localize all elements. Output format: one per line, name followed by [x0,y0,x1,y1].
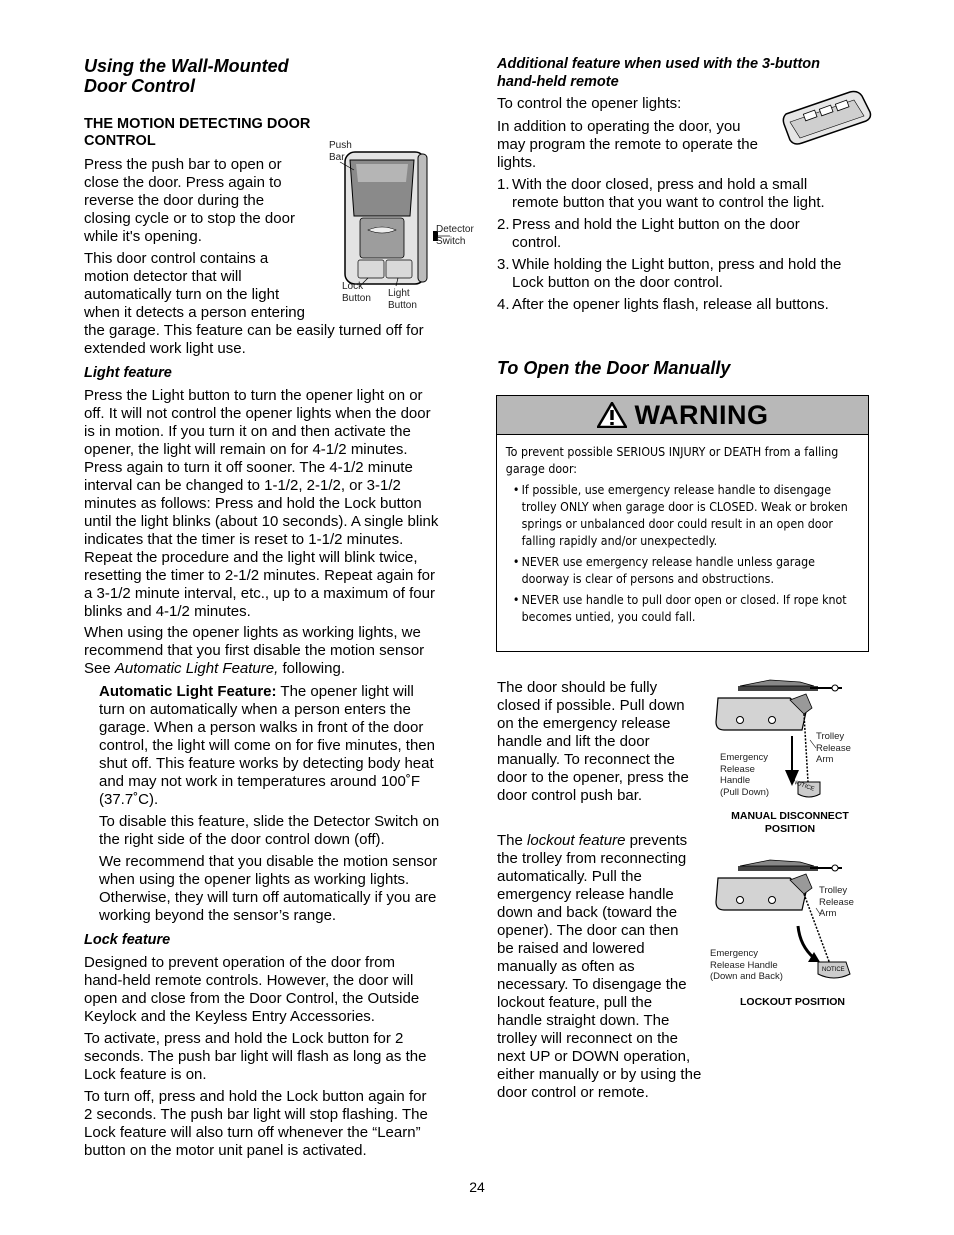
text-line: While holding the Light button, press and hold the [512,256,842,273]
text-line: and may not work in temperatures around 100˚F [99,773,420,790]
text-line: is in motion. If you turn it on and then activate the [84,423,411,440]
text-line: Lock feature will also turn off whenever the “Learn” [84,1124,421,1141]
manual-para2 [497,832,717,1102]
step-number: 2. [497,216,510,233]
lock-feature-para3 [84,1088,464,1160]
step-number: 4. [497,296,510,313]
label-line: Button [342,292,371,304]
text-line: automatically. Pull the [497,868,642,885]
text-line [99,683,464,701]
text-line: on the emergency release [497,715,671,732]
fig2-caption: LOCKOUT POSITION [740,996,845,1008]
text-line: emergency release handle [497,886,674,903]
light-feature-para2 [84,624,464,678]
text-line: Keylock and the Keyless Entry Accessories. [84,1008,375,1025]
text-line: control. [512,234,562,251]
text-line: when using the opener lights as working lights. [99,871,410,888]
text-line: while it's opening. [84,228,202,245]
step-item [497,176,867,212]
label-line: Bar [329,151,345,163]
text-line [497,832,717,850]
text-line: Lock feature is on. [84,1066,207,1083]
text-rest: The opener light will [276,683,414,700]
fig1-notice-tag: NOTICE [791,779,816,793]
lock-feature-para2 [84,1030,464,1084]
fig2-notice-tag: NOTICE [822,967,845,973]
text-line: seconds. The push bar light will flash as long as the [84,1048,427,1065]
text-line: shut off. This feature works by detecting body heat [99,755,434,772]
step-item [497,296,867,314]
text-line: When using the opener lights as working lights, we [84,624,421,641]
warning-body [497,435,862,625]
text-line: opener, the light will remain on for 4-1/2 minutes. [84,441,408,458]
text-line: handle straight down. The [497,1012,670,1029]
label-line: Release [720,763,755,775]
warning-intro: To prevent possible SERIOUS INJURY or DEATH from a falling garage door: [505,444,839,476]
manual-title: To Open the Door Manually [497,358,731,378]
text-line: recommend that you first disable the motion sensor [84,642,425,659]
warning-bullet: • If possible, use emergency release handle to disengage trolley ONLY when garage door is CLOSED. Weak or broken springs or unbalanced door could result in an open door falling rapidly and/or unexpectedly. [506,481,854,549]
text-line [84,660,464,678]
fig2-trolley-label [819,885,854,920]
text-end: following. [278,660,345,677]
section-title [84,56,289,96]
warning-bullet: • NEVER use handle to pull door open or closed. If rope knot becomes untied, you could fall. [506,591,854,625]
text-line: This door control contains a [84,250,269,267]
text-line: To activate, press and hold the Lock button for 2 [84,1030,404,1047]
label-line: Lock [342,281,364,292]
push-bar-label [329,140,352,163]
text-line: blinks and 4-1/2 minutes. [84,603,251,620]
text-line: Press the Light button to turn the opener light on or [84,387,423,404]
auto-light-para1 [99,683,464,809]
text-line: (37.7˚C). [99,791,159,808]
additional-intro: To control the opener lights: [497,95,682,112]
auto-light-para3 [99,853,464,925]
label-line: Push [329,140,352,151]
remote-control-icon [780,88,875,148]
text-line: lockout feature, pull the [497,994,653,1011]
label-line: Release [816,742,851,754]
fig2-handle-label [710,948,783,983]
text-line: a 3-1/2 minute interval, etc., up to a maximum of four [84,585,435,602]
text-line: Repeat the procedure and the light will blink twice, [84,549,418,566]
text-line: trolley will reconnect on the [497,1030,678,1047]
text-line: automatically turn on the light [84,286,280,303]
text-line: Otherwise, they will turn off automatically if you are [99,889,437,906]
text-line: We recommend that you disable the motion sensor [99,853,438,870]
caption-line: POSITION [764,823,816,835]
warning-box [496,395,869,652]
step-item [497,216,867,252]
text-line: In addition to operating the door, you [497,118,741,135]
text-lead: The [497,832,528,849]
text-line: down and back (toward the [497,904,678,921]
fig1-trolley-label [816,731,851,766]
text-tail: prevents [625,832,688,849]
text-line: door to the opener, press the [497,769,689,786]
label-line: Release Handle [710,959,778,971]
text-line: The door should be fully [497,679,658,696]
light-feature-para1 [84,387,464,621]
auto-light-label: Automatic Light Feature: [99,683,277,700]
light-button-label [388,288,417,311]
text-line: After the opener lights flash, release all buttons. [512,296,829,313]
text-line: open and close from the Door Control, the Outside [84,990,420,1007]
text-line: manually. To reconnect the [497,751,675,768]
text-line: the trolley from reconnecting [497,850,687,867]
step-number: 1. [497,176,510,193]
text-line: hand-held remote controls. However, the door will [84,972,414,989]
door-control-illustration [345,152,438,284]
label-line: Switch [436,235,466,247]
text-line: turn on automatically when a person enters the [99,701,411,718]
text-line: Press the push bar to open or [84,156,282,173]
text-line: manually as often as [497,958,635,975]
label-line: Trolley [819,885,848,896]
text-line: interval can be changed to 1-1/2, 2-1/2, or 3-1/2 [84,477,401,494]
lock-feature-heading: Lock feature [84,932,171,948]
warning-bullets [506,481,854,625]
text-line: indicates that the timer is reset to 1-1/2 minutes. [84,531,404,548]
text-line: Press and hold the Light button on the door [512,216,800,233]
label-line: Emergency [710,948,759,959]
text-line: 2 seconds. The push bar light will stop flashing. The [84,1106,428,1123]
label-line: (Pull Down) [720,786,770,798]
text-line: handle and lift the door [497,733,650,750]
text-line: next UP or DOWN operation, [497,1048,691,1065]
text-line: be raised and lowered [497,940,645,957]
text-line: Lock button on the door control. [512,274,723,291]
caption-line: MANUAL DISCONNECT [731,810,849,822]
text-line: extended work light use. [84,340,246,357]
motion-heading-line1: THE MOTION DETECTING DOOR [84,116,311,132]
light-feature-heading: Light feature [84,365,172,381]
text-line: control, the light will come on for five minutes, then [99,737,435,754]
warning-triangle-icon [597,402,627,428]
text-line: To turn off, press and hold the Lock button again for [84,1088,427,1105]
text-line: closing cycle or to stop the door [84,210,295,227]
text-line: reverse the door during the [84,192,265,209]
text-line: working beyond the sensor’s range. [99,907,337,924]
section-title-line1: Using the Wall-Mounted [84,56,289,76]
down-back-arrow [798,926,814,958]
step-number: 3. [497,256,510,273]
warning-bullet: • NEVER use emergency release handle unless garage doorway is clear of persons and obstructions. [506,553,854,587]
warning-header [497,396,868,435]
text-line: the garage. This feature can be easily turned off for [84,322,424,339]
label-line: Emergency [720,752,769,763]
text-line: Press again to turn it off sooner. The 4-1/2 minute [84,459,413,476]
label-line: Trolley [816,731,845,742]
lock-button-label [342,281,371,304]
text-line: opener). The door can then [497,922,679,939]
additional-heading [497,55,820,91]
warning-title: WARNING [634,399,769,430]
fig1-caption [715,810,865,836]
text-line: until the light blinks (about 10 seconds). A single blink [84,513,439,530]
text-line: With the door closed, press and hold a small [512,176,808,193]
additional-para [497,118,787,172]
cross-reference: Automatic Light Feature, [114,660,279,677]
motion-heading [84,116,310,150]
text-line: when it detects a person entering [84,304,305,321]
label-line: Detector [436,224,474,235]
text-line: may program the remote to operate the [497,136,758,153]
label-line: Button [388,299,417,311]
additional-heading-line1: Additional feature when used with the 3-button [497,56,821,72]
auto-light-para2 [99,813,464,849]
text-line: Designed to prevent operation of the door from [84,954,396,971]
text-line: either manually or by using the [497,1066,702,1083]
label-line: Arm [816,754,834,765]
additional-heading-line2: hand-held remote [497,74,619,90]
text-line: To disable this feature, slide the Detector Switch on [99,813,440,830]
label-line: Release [819,896,854,908]
text-line: garage. When a person walks in front of the door [99,719,424,736]
label-line: Arm [819,908,837,919]
step-item [497,256,867,292]
text-line: off. It will not control the opener lights when the door [84,405,431,422]
lock-feature-para1 [84,954,464,1026]
text-line: motion detector that will [84,268,242,285]
text-line: minutes as follows: Press and hold the Lock button [84,495,422,512]
label-line: Handle [720,775,751,786]
text-line: resetting the timer to 2-1/2 minutes. Repeat again for [84,567,436,584]
text-see: See [84,660,115,677]
steps-list [497,176,867,318]
text-line: closed if possible. Pull down [497,697,685,714]
text-line: necessary. To disengage the [497,976,687,993]
text-line: button on the motor unit panel is activated. [84,1142,367,1159]
motion-heading-line2: CONTROL [84,133,156,149]
lockout-term: lockout feature [527,832,626,849]
text-line: the right side of the door control down (off). [99,831,385,848]
text-line: remote button that you want to control the light. [512,194,825,211]
section-title-line2: Door Control [84,76,195,96]
fig1-handle-label [720,752,769,798]
label-line: (Down and Back) [710,971,783,982]
text-line: lights. [497,154,537,171]
page-number: 24 [469,1179,485,1195]
detector-switch-label [436,224,474,247]
text-line: close the door. Press again to [84,174,282,191]
label-line: Light [388,288,410,299]
manual-para1 [497,679,707,805]
text-line: door control push bar. [497,787,643,804]
text-line: door control or remote. [497,1084,649,1101]
motion-para1 [84,156,324,246]
